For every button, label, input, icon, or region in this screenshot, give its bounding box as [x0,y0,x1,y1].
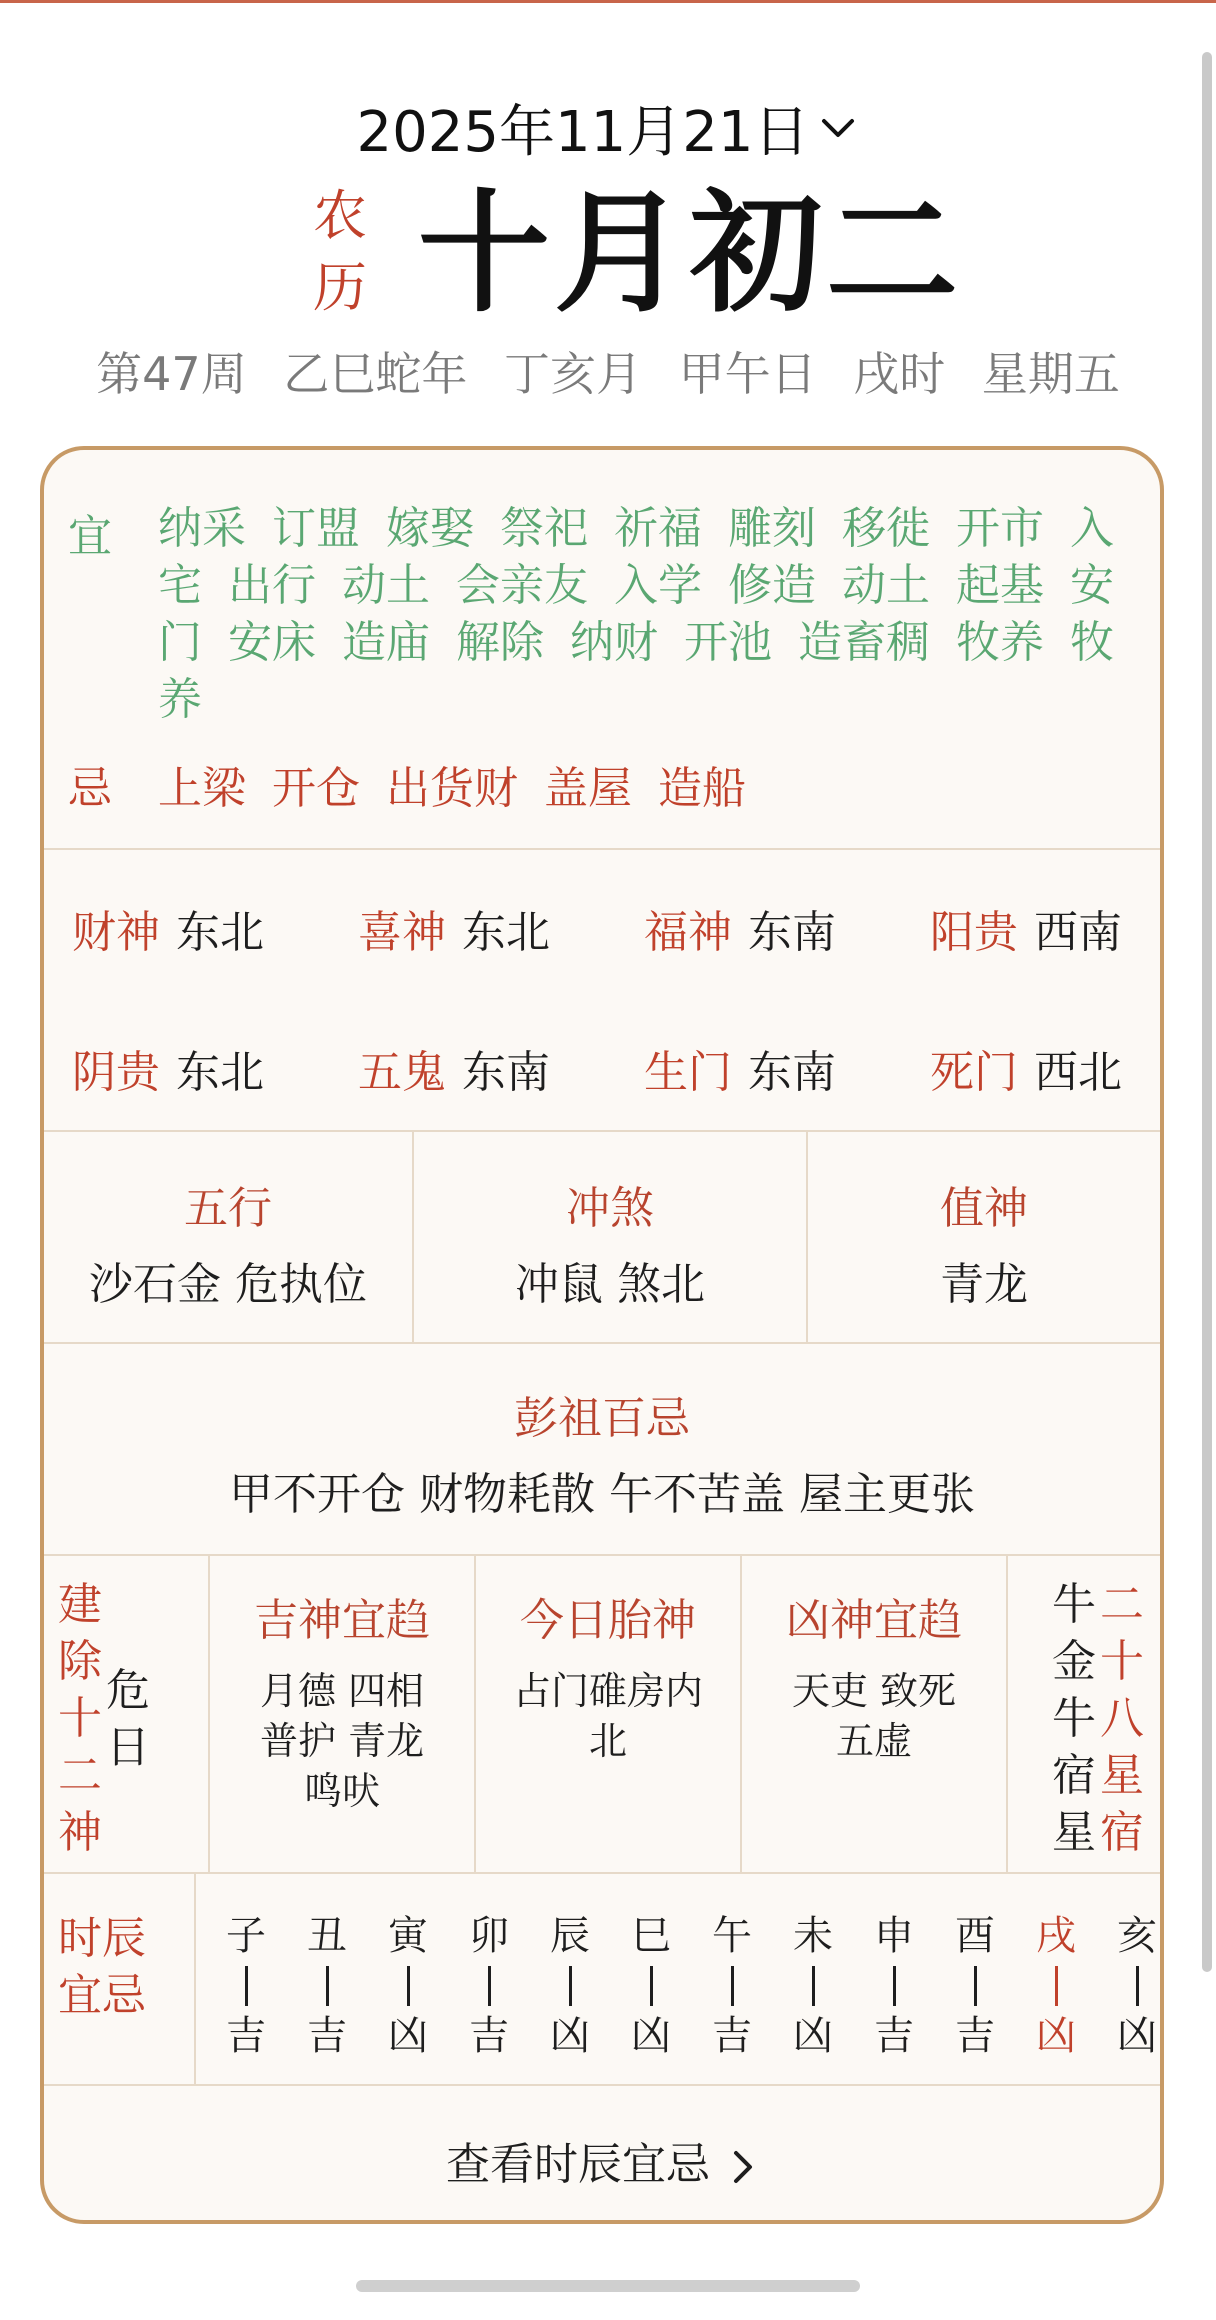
chevron-right-icon [728,2147,758,2187]
char: 建 [58,1579,102,1630]
pengzu-title: 彭祖百忌 [514,1393,690,1444]
god-direction: 东南 [462,1047,550,1098]
hour-item [297,1910,357,2062]
god-direction: 东北 [462,907,550,958]
god-name: 阴贵 [72,1047,160,1098]
god-direction: 西南 [1034,907,1122,958]
wuxing-chongsha-zhishen [44,1130,1160,1342]
hour-divider [731,1966,734,2006]
god-item [358,896,550,960]
ji-label: 忌 [68,763,112,814]
hour-divider [326,1966,329,2006]
hour-item [378,1910,438,2062]
hour-item [216,1910,276,2062]
hour-branch: 巳 [631,1913,671,1959]
yi-item: 开池 [684,617,772,668]
char: 十 [58,1693,102,1744]
yi-item: 纳财 [570,617,658,668]
hour-item [1026,1910,1086,2062]
weekday: 星期五 [981,347,1120,401]
wuxing-cell [44,1132,412,1342]
gods-directions [44,848,1160,1130]
yi-item: 修造 [728,560,816,611]
hour-ganzhi: 戌时 [853,347,946,401]
xiongshen-value: 天吏 致死 五虚 [791,1669,957,1763]
god-item [72,1036,264,1100]
footer-section [44,2084,1160,2224]
yi-label: 宜 [68,511,112,562]
lunar-date [0,177,1216,331]
hour-branch: 子 [226,1913,266,1959]
top-accent-line [0,0,1216,3]
hour-item [459,1910,519,2062]
god-name: 喜神 [358,907,446,958]
god-name: 生门 [644,1047,732,1098]
hour-branch: 丑 [307,1913,347,1959]
yi-item: 移徙 [842,503,930,554]
hour-luck: 凶 [1036,2013,1076,2059]
yi-item: 解除 [456,617,544,668]
taishen-value: 占门碓房内北 [512,1669,703,1763]
label-line: 宜忌 [58,1970,146,2021]
hour-divider [488,1966,491,2006]
divider [1006,1556,1008,1872]
hour-item [621,1910,681,2062]
hour-item [540,1910,600,2062]
yi-item: 动土 [342,560,430,611]
god-item [644,1036,836,1100]
ji-item: 上梁 [158,763,246,814]
lunar-tag: 农历 [313,184,367,319]
zhishen-cell [808,1132,1160,1342]
taishen-cell [476,1556,740,1872]
hour-item [945,1910,1005,2062]
char: 牛 [1052,1693,1096,1744]
god-item [930,896,1122,960]
char: 牛 [1052,1579,1096,1630]
yi-item: 牧养 [158,617,1114,725]
char: 星 [1052,1807,1096,1858]
yi-item: 入学 [614,560,702,611]
home-indicator[interactable] [356,2280,860,2292]
xiongshen-title: 凶神宜趋 [786,1595,962,1646]
hour-luck: 吉 [226,2013,266,2059]
ji-item: 开仓 [272,763,360,814]
god-direction: 东南 [748,907,836,958]
ganzhi-info [0,338,1216,404]
xiu-label [1098,1576,1146,1861]
hour-luck: 吉 [307,2013,347,2059]
hour-branch: 申 [874,1913,914,1959]
char: 神 [58,1807,102,1858]
date-text: 2025年11月21日 [356,100,810,165]
chongsha-title: 冲煞 [566,1183,654,1234]
week-number: 第47周 [96,347,247,401]
char: 二 [58,1750,102,1801]
yi-item: 雕刻 [728,503,816,554]
hour-item [1107,1910,1164,2062]
yi-item: 入宅 [158,503,1114,611]
jianchu-label [56,1576,104,1861]
hour-divider [812,1966,815,2006]
yi-item: 纳采 [158,503,246,554]
hour-branch: 戌 [1036,1913,1076,1959]
char: 十 [1100,1636,1144,1687]
hour-divider [407,1966,410,2006]
view-hours-label: 查看时辰宜忌 [446,2139,710,2190]
wuxing-value: 沙石金 危执位 [89,1259,367,1310]
hour-branch: 亥 [1117,1913,1157,1959]
hour-luck: 凶 [550,2013,590,2059]
yi-item: 会亲友 [456,560,588,611]
hour-luck: 吉 [469,2013,509,2059]
pengzu-value: 甲不开仓 财物耗散 午不苦盖 屋主更张 [229,1469,975,1520]
xiongshen-cell [742,1556,1006,1872]
hour-divider [974,1966,977,2006]
char: 日 [106,1722,150,1773]
yi-item: 安门 [158,560,1114,668]
god-item [72,896,264,960]
hours-label [58,1910,146,2024]
hour-item [702,1910,762,2062]
ji-item: 造船 [658,763,746,814]
almanac-card [40,446,1164,2224]
xiu-value [1050,1576,1098,1861]
ji-item: 出货财 [386,763,518,814]
hour-item [783,1910,843,2062]
god-name: 福神 [644,907,732,958]
divider [194,1874,196,2084]
hour-branch: 卯 [469,1913,509,1959]
hours-section [44,1872,1160,2084]
yi-list [158,500,1148,728]
yi-item: 安床 [228,617,316,668]
hour-divider [569,1966,572,2006]
yi-item: 开市 [956,503,1044,554]
jishen-value: 月德 四相 普护 青龙 鸣吠 [259,1669,425,1813]
hour-branch: 寅 [388,1913,428,1959]
god-direction: 东北 [176,1047,264,1098]
hour-divider [245,1966,248,2006]
chevron-down-icon[interactable] [816,106,860,150]
god-item [930,1036,1122,1100]
god-name: 阳贵 [930,907,1018,958]
hour-branch: 辰 [550,1913,590,1959]
jianchu-value [104,1662,152,1776]
jishen-title: 吉神宜趋 [254,1595,430,1646]
hour-branch: 未 [793,1913,833,1959]
god-direction: 东南 [748,1047,836,1098]
yi-item: 祭祀 [500,503,588,554]
char: 除 [58,1636,102,1687]
hour-luck: 吉 [955,2013,995,2059]
ji-list [158,752,758,816]
god-item [644,896,836,960]
date-picker[interactable] [0,88,1216,168]
hour-luck: 凶 [388,2013,428,2059]
jishen-cell [210,1556,474,1872]
god-direction: 西北 [1034,1047,1122,1098]
gods-five-columns [44,1554,1160,1872]
pengzu-section [44,1342,1160,1554]
char: 二 [1100,1579,1144,1630]
god-name: 财神 [72,907,160,958]
yi-item: 牧养 [956,617,1044,668]
hour-item [864,1910,924,2062]
hour-divider [650,1966,653,2006]
yi-item: 造畜稠 [798,617,930,668]
yi-item: 祈福 [614,503,702,554]
char: 宿 [1100,1807,1144,1858]
day-ganzhi: 甲午日 [678,347,817,401]
god-name: 五鬼 [358,1047,446,1098]
char: 金 [1052,1636,1096,1687]
hour-divider [1136,1966,1139,2006]
god-item [358,1036,550,1100]
hour-luck: 吉 [874,2013,914,2059]
char: 危 [106,1665,150,1716]
chongsha-value: 冲鼠 煞北 [515,1259,705,1310]
wuxing-title: 五行 [184,1183,272,1234]
month-ganzhi: 丁亥月 [503,347,642,401]
lunar-day: 十月初二 [418,177,962,331]
char: 八 [1100,1693,1144,1744]
yi-item: 动土 [842,560,930,611]
ji-item: 盖屋 [544,763,632,814]
god-direction: 东北 [176,907,264,958]
char: 星 [1100,1750,1144,1801]
yi-item: 造庙 [342,617,430,668]
char: 宿 [1052,1750,1096,1801]
hour-luck: 吉 [712,2013,752,2059]
yi-item: 订盟 [272,503,360,554]
hour-divider [1055,1966,1058,2006]
hour-luck: 凶 [1117,2013,1157,2059]
hour-luck: 凶 [793,2013,833,2059]
hour-branch: 酉 [955,1913,995,1959]
year-ganzhi: 乙巳蛇年 [283,347,468,401]
taishen-title: 今日胎神 [520,1595,696,1646]
label-line: 时辰 [58,1913,146,1964]
zhishen-title: 值神 [940,1183,1028,1234]
view-hours-link[interactable] [44,2128,1160,2192]
yi-item: 出行 [228,560,316,611]
hour-branch: 午 [712,1913,752,1959]
zhishen-value: 青龙 [940,1259,1028,1310]
yi-item: 起基 [956,560,1044,611]
hour-luck: 凶 [631,2013,671,2059]
god-name: 死门 [930,1047,1018,1098]
chongsha-cell [414,1132,806,1342]
yi-item: 嫁娶 [386,503,474,554]
hour-divider [893,1966,896,2006]
